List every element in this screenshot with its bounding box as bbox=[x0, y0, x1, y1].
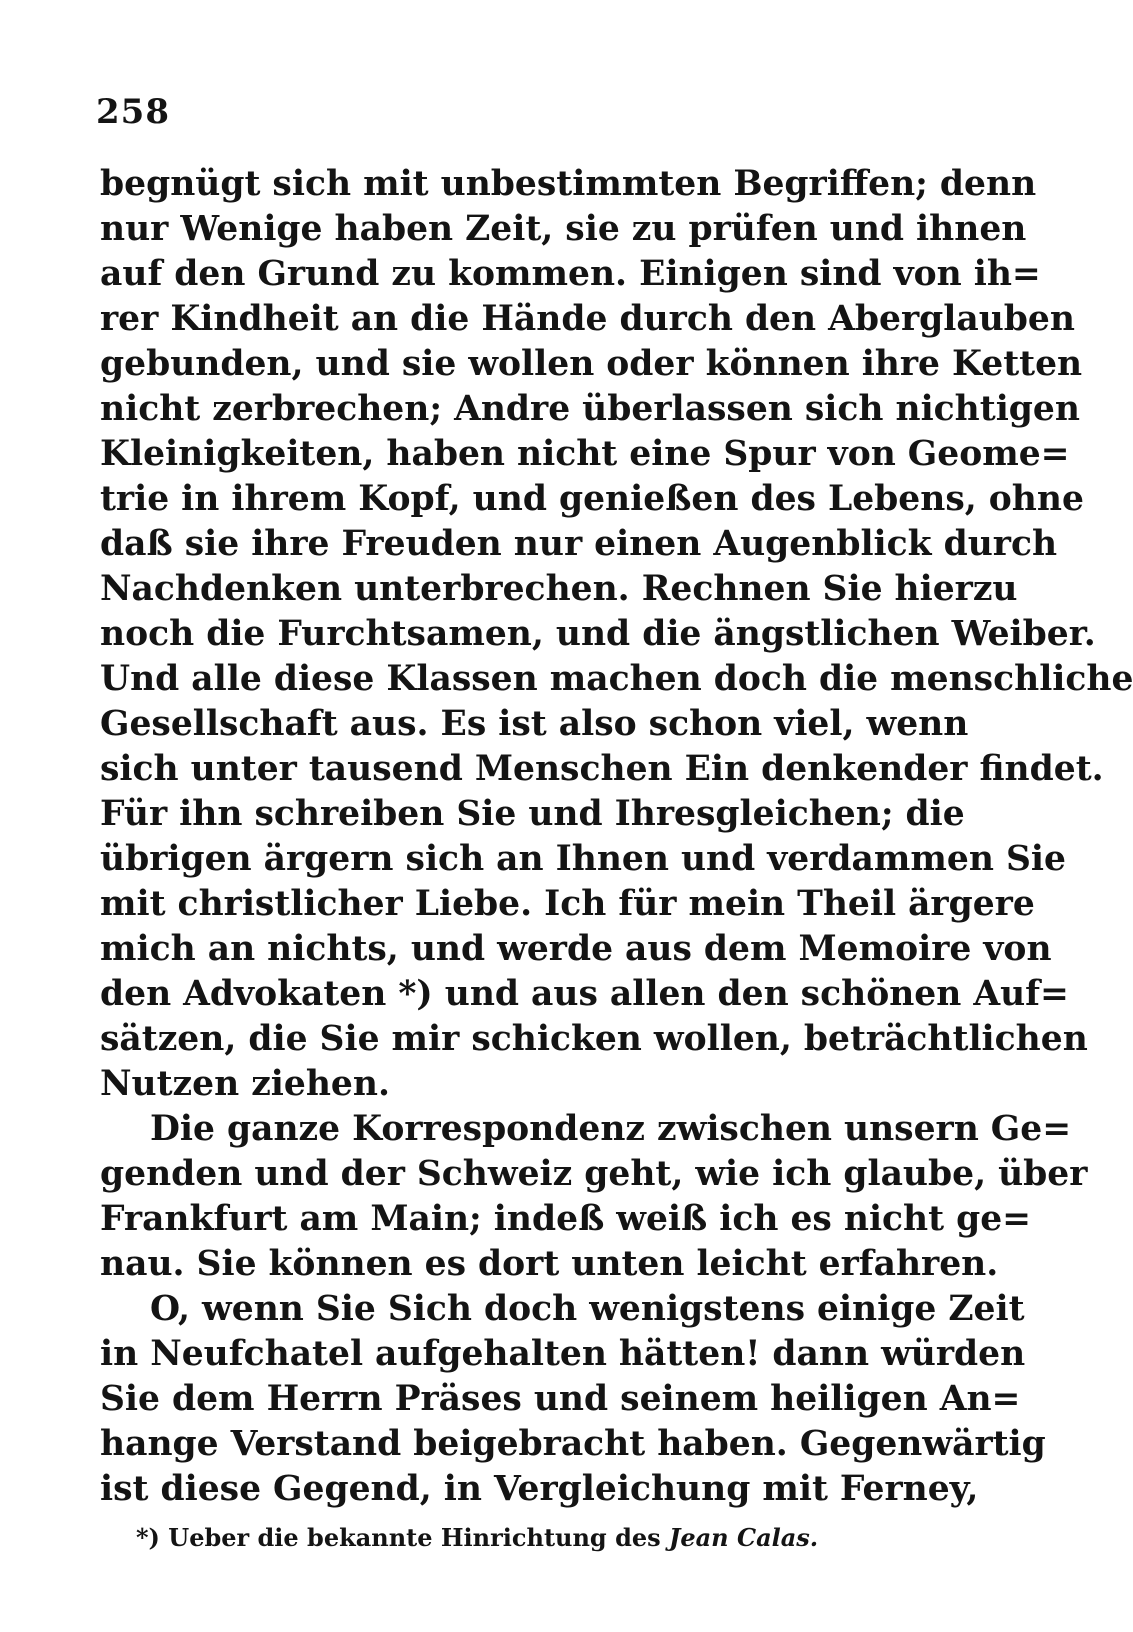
footnote-text: *) Ueber die bekannte Hinrichtung des bbox=[136, 1523, 661, 1552]
text-line: Und alle diese Klassen machen doch die menschliche bbox=[100, 659, 1133, 699]
text-line: gebunden, und sie wollen oder können ihre Ketten bbox=[100, 344, 1083, 384]
text-line: nicht zerbrechen; Andre überlassen sich nichtigen bbox=[100, 389, 1080, 429]
text-line: begnügt sich mit unbestimmten Begriffen; denn bbox=[100, 164, 1037, 204]
paragraph-2 bbox=[100, 1107, 1088, 1287]
text-line: hange Verstand beigebracht haben. Gegenwärtig bbox=[100, 1424, 1046, 1464]
paragraph-1 bbox=[100, 162, 1133, 1107]
text-line: auf den Grund zu kommen. Einigen sind von ih= bbox=[100, 254, 1041, 294]
text-line: Nachdenken unterbrechen. Rechnen Sie hierzu bbox=[100, 569, 1018, 609]
text-line: Frankfurt am Main; indeß weiß ich es nicht ge= bbox=[100, 1199, 1032, 1239]
text-line: mich an nichts, und werde aus dem Memoire von bbox=[100, 929, 1052, 969]
text-line: Nutzen ziehen. bbox=[100, 1064, 390, 1104]
text-line: ist diese Gegend, in Vergleichung mit Ferney, bbox=[100, 1469, 979, 1509]
text-line: Kleinigkeiten, haben nicht eine Spur von Geome= bbox=[100, 434, 1070, 474]
text-line: in Neufchatel aufgehalten hätten! dann würden bbox=[100, 1334, 1026, 1374]
text-line: nau. Sie können es dort unten leicht erfahren. bbox=[100, 1244, 999, 1284]
text-line: Sie dem Herrn Präses und seinem heiligen An= bbox=[100, 1379, 1021, 1419]
text-line: Für ihn schreiben Sie und Ihresgleichen; die bbox=[100, 794, 965, 834]
text-line: trie in ihrem Kopf, und genießen des Lebens, ohne bbox=[100, 479, 1084, 519]
paragraph-3 bbox=[100, 1287, 1046, 1512]
text-line: den Advokaten *) und aus allen den schönen Auf= bbox=[100, 974, 1069, 1014]
text-line: Gesellschaft aus. Es ist also schon viel, wenn bbox=[100, 704, 969, 744]
text-line: mit christlicher Liebe. Ich für mein Theil ärgere bbox=[100, 884, 1035, 924]
text-line: rer Kindheit an die Hände durch den Aberglauben bbox=[100, 299, 1075, 339]
text-line: nur Wenige haben Zeit, sie zu prüfen und ihnen bbox=[100, 209, 1027, 249]
text-line: O, wenn Sie Sich doch wenigstens einige Zeit bbox=[150, 1289, 1025, 1329]
text-line: sätzen, die Sie mir schicken wollen, beträchtlichen bbox=[100, 1019, 1088, 1059]
footnote bbox=[136, 1523, 819, 1552]
body-text bbox=[100, 162, 1133, 1512]
page-number: 258 bbox=[96, 92, 170, 132]
text-line: noch die Furchtsamen, und die ängstlichen Weiber. bbox=[100, 614, 1096, 654]
text-line: sich unter tausend Menschen Ein denkender findet. bbox=[100, 749, 1104, 789]
text-line: Die ganze Korrespondenz zwischen unsern Ge= bbox=[150, 1109, 1072, 1149]
text-line: genden und der Schweiz geht, wie ich glaube, über bbox=[100, 1154, 1088, 1194]
text-line: übrigen ärgern sich an Ihnen und verdammen Sie bbox=[100, 839, 1066, 879]
text-line: daß sie ihre Freuden nur einen Augenblick durch bbox=[100, 524, 1058, 564]
footnote-name: Jean Calas. bbox=[668, 1523, 819, 1552]
